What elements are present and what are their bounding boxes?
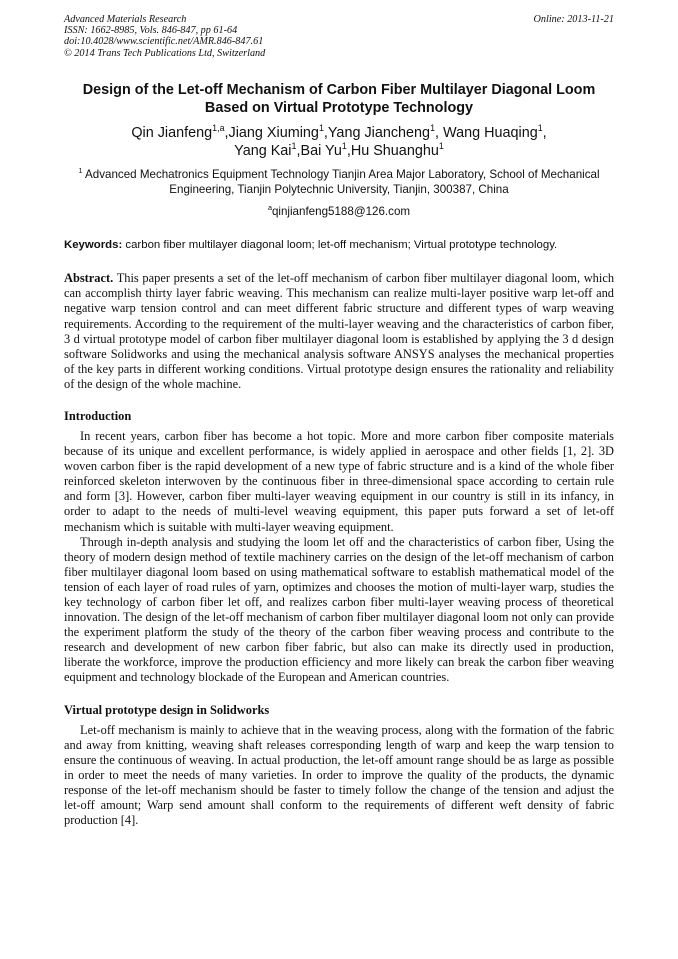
author-list: Qin Jianfeng$^{1,a}$,Jiang Xiuming$^1$,Yang Jiancheng$^1$, Wang Huaqing$^1$, Yang Kai$^1$,Bai Yu$^1$,Hu Shuanghu$^1$ bbox=[131, 123, 547, 160]
section-heading-virtual-prototype: Virtual prototype design in Solidworks bbox=[64, 702, 270, 717]
paper-title: Design of the Let-off Mechanism of Carbon Fiber Multilayer Diagonal Loom Based on Virtual Prototype Technology bbox=[82, 81, 596, 117]
section-heading-introduction: Introduction bbox=[64, 408, 132, 423]
abstract-text: This paper presents a set of the let-off mechanism of carbon fiber multilayer diagonal loom, which can accomplish thirty layer fabric weaving. This mechanism can realize multi-layer positive warp let-off and negative warp tension control and can meet different fabric structure and different types of warp weaving requirements. According to the requirement of the multi-layer weaving and the characteristics of carbon fiber, 3 d virtual prototype model of carbon fiber multilayer diagonal loom is established by applying the 3 d design software Solidworks and using the mechanical analysis software ANSYS analyses the mechanical properties of the key parts in different working conditions. Virtual prototype design ensures the rationality and reliability of the design of the whole machine. bbox=[64, 271, 615, 391]
paragraph: Let-off mechanism is mainly to achieve that in the weaving process, along with the formation of the fabric and away from knitting, weaving shaft releases corresponding length of warp and keep the warp tension to ensure the continuous of weaving. In actual production, the let-off amount range should be as large as possible in order to meet the needs of many varieties. In order to improve the quality of the products, the dynamic response of the let-off mechanism should be faster to timely follow the change of the tension and adjust the let-off amount; Warp send amount shall conform to the requirements of different weft density of fabric production [4]. bbox=[64, 722, 614, 828]
author: Yang Kai$^1$ bbox=[234, 141, 297, 160]
author: Yang Jiancheng$^1$ bbox=[327, 123, 436, 141]
author: Bai Yu$^1$ bbox=[300, 141, 347, 160]
author-email: $^a$qinjianfeng5188@126.com bbox=[267, 203, 411, 219]
affiliation: $^1$ Advanced Mechatronics Equipment Technology Tianjin Area Major Laboratory, School of Mechanical Engineering, Tianjin Polytechnic University, Tianjin, 300387, China bbox=[78, 166, 600, 196]
author: Jiang Xiuming$^1$ bbox=[228, 123, 324, 141]
online-date: Online: 2013-11-21 bbox=[533, 14, 614, 25]
keywords bbox=[64, 238, 614, 252]
issn-line: ISSN: 1662-8985, Vols. 846-847, pp 61-64 bbox=[64, 25, 238, 37]
doi-line: doi:10.4028/www.scientific.net/AMR.846-847.61 bbox=[64, 36, 264, 48]
author: Wang Huaqing$^1$ bbox=[443, 123, 543, 141]
journal-name: Advanced Materials Research bbox=[64, 14, 187, 25]
paper-page bbox=[64, 14, 614, 828]
copyright-line: © 2014 Trans Tech Publications Ltd, Switzerland bbox=[64, 47, 266, 59]
paragraph: In recent years, carbon fiber has become a hot topic. More and more carbon fiber composite materials because of its unique and excellent performance, is widely applied in aerospace and other fields [1, 2]. 3D woven carbon fiber is the rapid development of a new type of fabric structure and is a kind of the whole fiber reinforced skeleton interwoven by the continuous fiber in three-dimensional space according to certain rule and form [3]. However, carbon fiber multi-layer weaving equipment in our country is still in its infancy, in order to adapt to the needs of multi-level weaving equipment, this paper puts forward a set of let-off mechanism which is suitable with multi-layer weaving equipment. bbox=[64, 428, 614, 534]
journal-header bbox=[64, 14, 614, 59]
abstract bbox=[64, 271, 614, 392]
author: Hu Shuanghu$^1$ bbox=[350, 141, 444, 160]
author: Qin Jianfeng$^{1,a}$ bbox=[131, 123, 225, 141]
keywords-label: Keywords: bbox=[64, 239, 123, 252]
abstract-label: Abstract. bbox=[64, 271, 114, 286]
keywords-text: carbon fiber multilayer diagonal loom; let-off mechanism; Virtual prototype technology. bbox=[125, 239, 558, 252]
paragraph: Through in-depth analysis and studying the loom let off and the characteristics of carbon fiber, Using the theory of modern design method of textile machinery carries on the design of the let-off mechanism of carbon fiber multilayer diagonal loom based on using mathematical software to establish mathematical model of the tension of each layer of road rules of yarn, optimizes and chooses the motion of multi-layer warp, studies the key technology of carbon fiber let off, and realizes carbon fiber multi-layer weaving process of theoretical innovation. The design of the let-off mechanism of carbon fiber multilayer diagonal loom not only can provide the experiment platform the study of the theory of the carbon fiber weaving process and contribute to the research and development of new carbon fiber fabric, but also can make its directly used in production, liberate the workforce, improve the production efficiency and more likely can break the carbon fiber weaving equipment and technology blockade of the European and American countries. bbox=[64, 534, 614, 685]
